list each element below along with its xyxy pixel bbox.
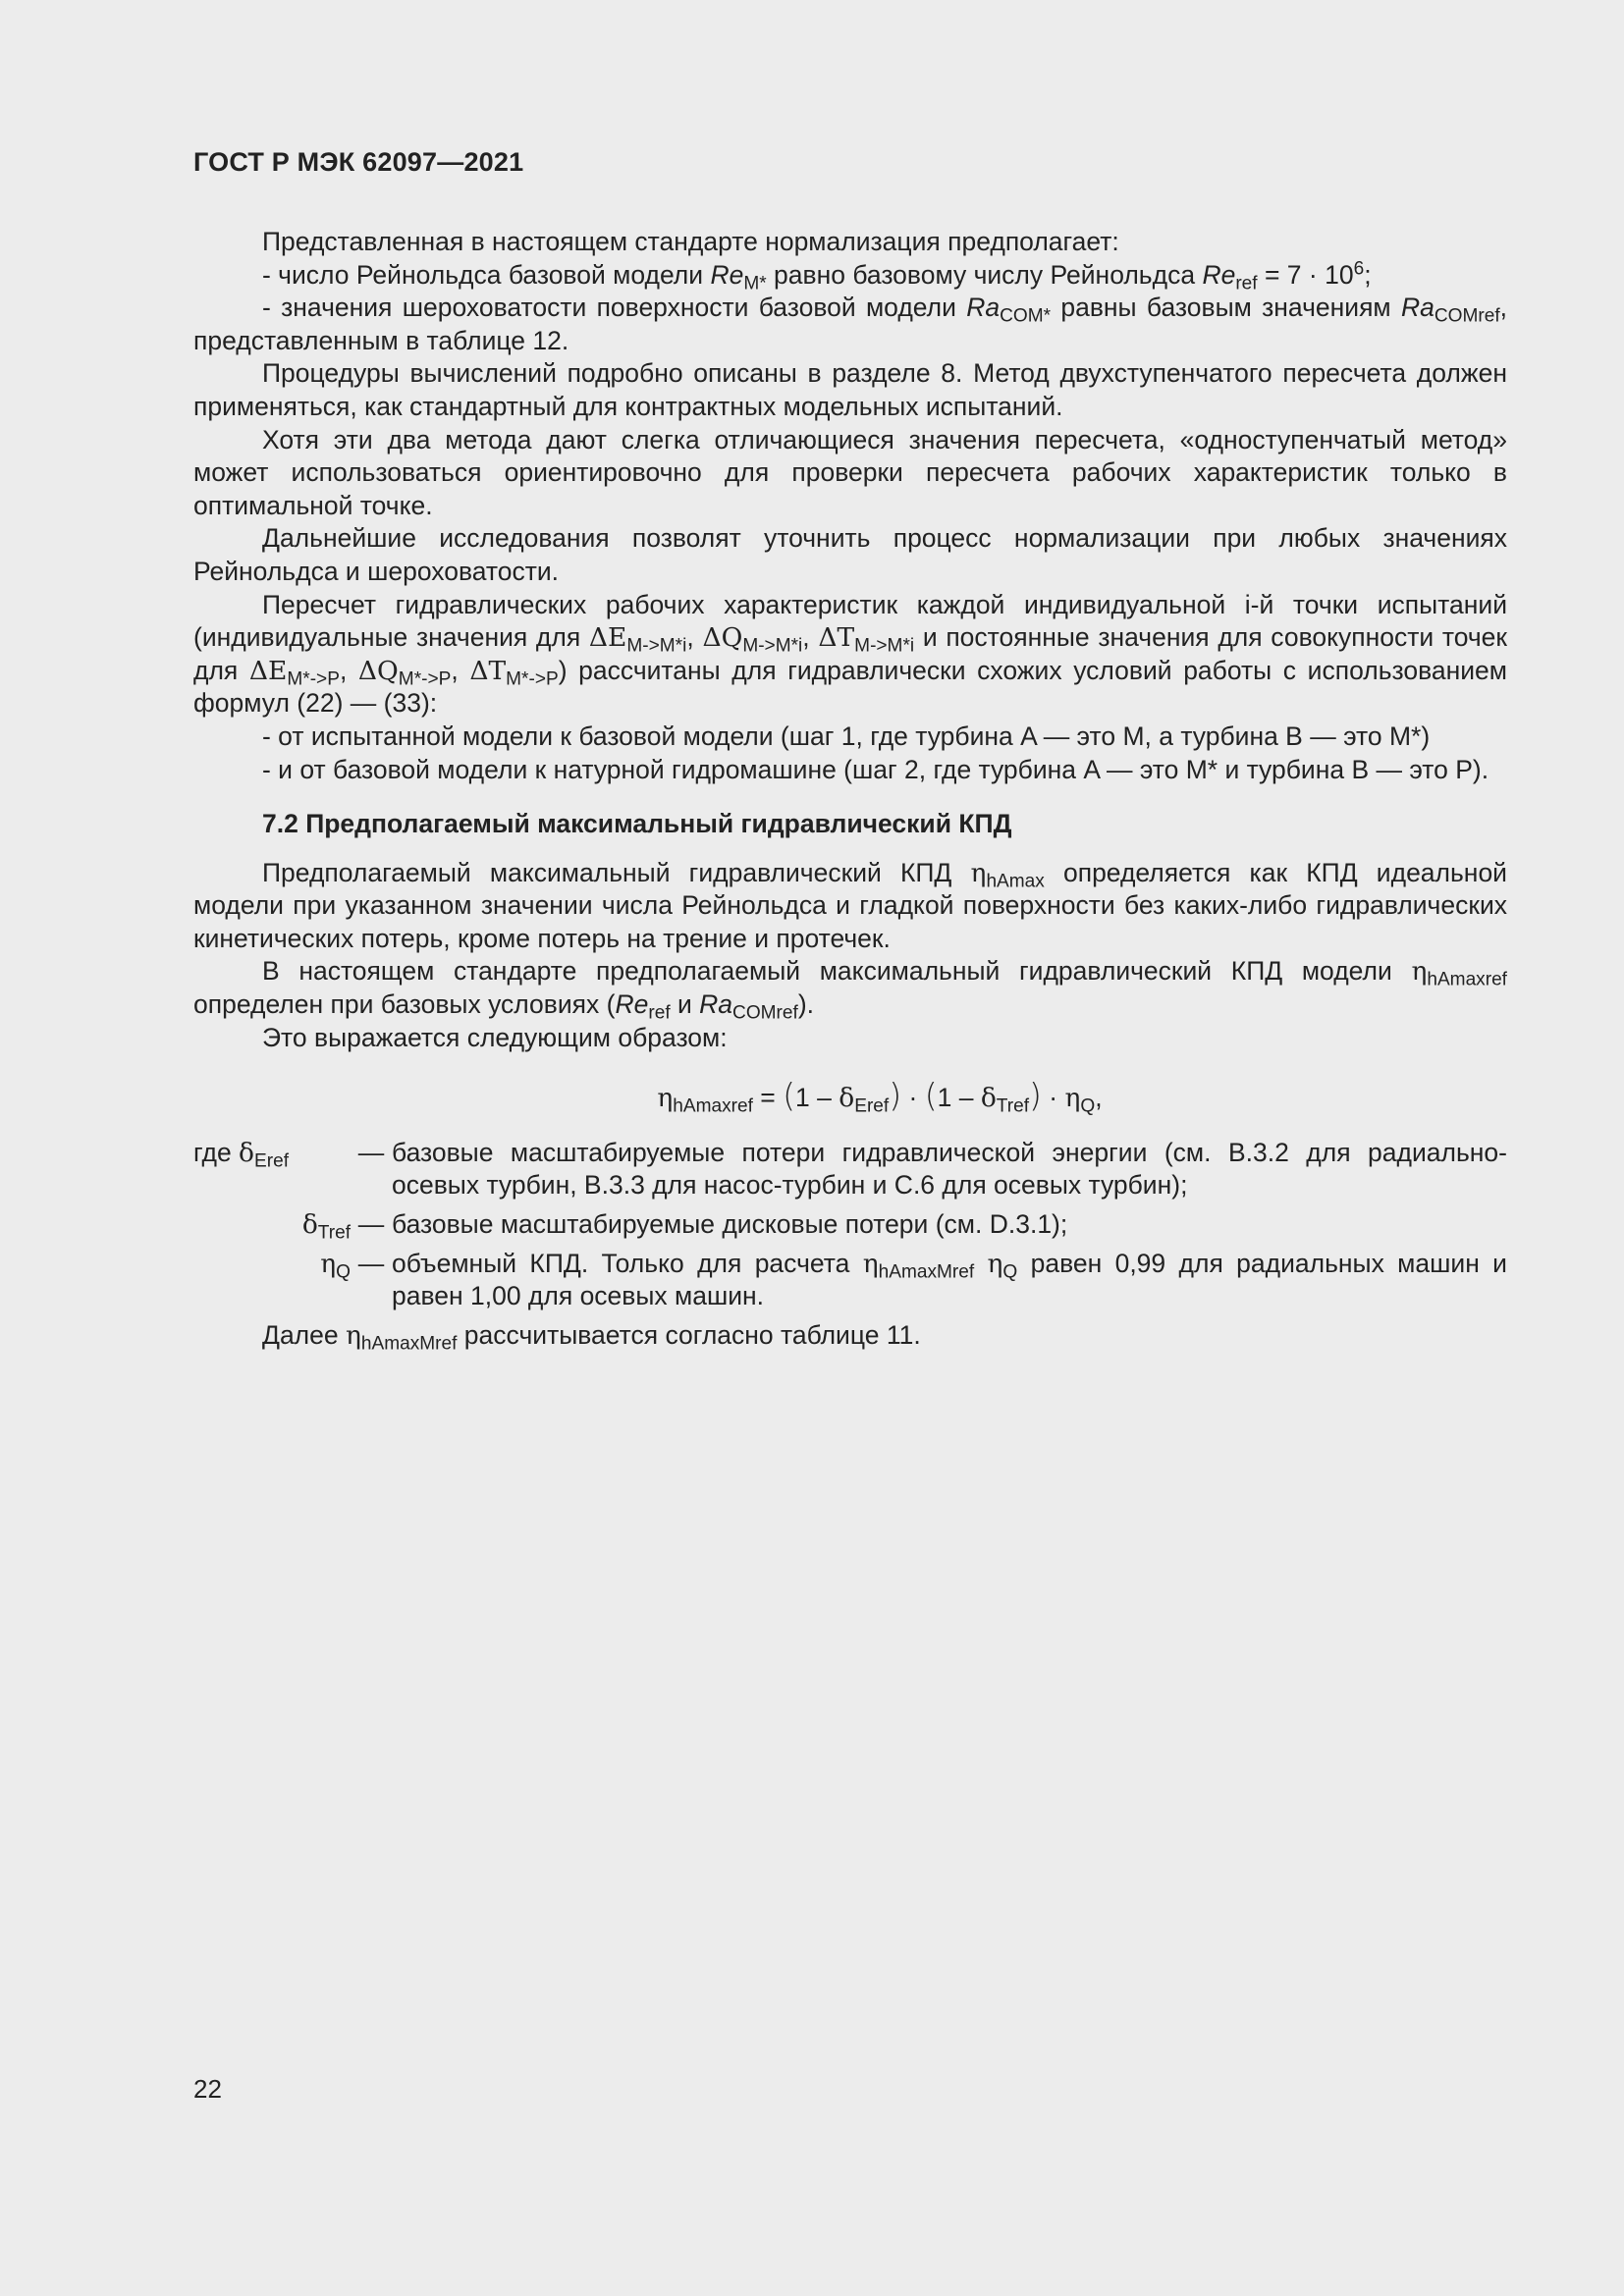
definition-item: $\delta_{Tref}$ — базовые масштабируемые дисковые потери (см. D.3.1); xyxy=(301,1209,1068,1244)
page-header: ГОСТ Р МЭК 62097—2021 xyxy=(193,147,524,177)
paragraph-closing: Далее $\eta_{hAmaxMref}$ рассчитывается согласно таблице 11. xyxy=(262,1319,921,1355)
paragraph-recalculation: Пересчет гидравлических рабочих характеристик каждой индивидуальной i-й точки испытаний (индивидуальные значения для $\Delta E_{M->M*i}$, $\Delta Q_{M->M*i}$, $\Delta T_{M->M*i}$ и постоянные значения для совокупности точек для $\Delta E_{M*->P}$, $\Delta Q_{M*->P}$, $\Delta T_{M*->P}$) рассчитаны для гидравлически схожих условий работы с использованием формул (22) — (33): xyxy=(193,589,1508,719)
section-heading: 7.2 Предполагаемый максимальный гидравлический КПД xyxy=(262,809,1012,839)
definition-item: где $\delta_{Eref}$ — базовые масштабируемые потери гидравлической энергии (см. B.3.2 для радиально-осевых турбин, B.3.3 для насос-турбин и C.6 для осевых турбин); xyxy=(193,1137,1507,1201)
close-paren-icon: ) xyxy=(1029,1076,1042,1115)
bullet-reynolds: - число Рейнольдса базовой модели $Re_{M*}$ равно базовому числу Рейнольдса $Re_{ref} = 7 \cdot 10^6$; xyxy=(262,258,1372,294)
paragraph-hamax: Предполагаемый максимальный гидравлический КПД $\eta_{hAmax}$ определяется как КПД идеальной модели при указанном значении числа Рейнольдса и гладкой поверхности без каких-либо гидравлических кинетических потерь, кроме потерь на трение и протечек. xyxy=(193,857,1507,953)
bullet-step2: - и от базовой модели к натурной гидромашине (шаг 2, где турбина A — это M* и турбина B — это P). xyxy=(262,754,1489,784)
open-paren-icon: ( xyxy=(924,1076,938,1115)
bullet-step1: - от испытанной модели к базовой модели (шаг 1, где турбина A — это M, а турбина B — это M*) xyxy=(262,721,1431,751)
open-paren-icon: ( xyxy=(783,1076,796,1115)
definitions-list xyxy=(193,1137,1507,1313)
formula: $\eta_{hAmaxref} = (1 - \delta_{Eref}) \cdot (1 - \delta_{Tref}) \cdot \eta_Q$, xyxy=(657,1076,1103,1117)
paragraph: Представленная в настоящем стандарте нормализация предполагает: xyxy=(262,227,1119,256)
paragraph: Это выражается следующим образом: xyxy=(262,1022,728,1052)
page-number: 22 xyxy=(193,2074,222,2104)
close-paren-icon: ) xyxy=(889,1076,902,1115)
page-body xyxy=(193,226,1508,1355)
bullet-roughness: - значения шероховатости поверхности базовой модели $Ra_{COM*}$ равны базовым значениям $Ra_{COMref}$, представленным в таблице 12. xyxy=(193,293,1507,355)
definition-item: $\eta_Q$ — объемный КПД. Только для расчета $\eta_{hAmaxMref}$ $\eta_Q$ равен 0,99 для радиальных машин и равен 1,00 для осевых машин. xyxy=(320,1248,1507,1311)
paragraph-hamaxref: В настоящем стандарте предполагаемый максимальный гидравлический КПД модели $\eta_{hAmaxref}$ определен при базовых условиях ($Re_{ref}$ и $Ra_{COMref}$). xyxy=(193,956,1507,1024)
paragraph: Процедуры вычислений подробно описаны в разделе 8. Метод двухступенчатого пересчета должен применяться, как стандартный для контрактных модельных испытаний. xyxy=(193,358,1507,421)
paragraph: Дальнейшие исследования позволят уточнить процесс нормализации при любых значениях Рейнольдса и шероховатости. xyxy=(193,523,1507,586)
paragraph: Хотя эти два метода дают слегка отличающиеся значения пересчета, «одноступенчатый метод» может использоваться ориентировочно для проверки пересчета рабочих характеристик только в оптимальной точке. xyxy=(193,424,1507,520)
